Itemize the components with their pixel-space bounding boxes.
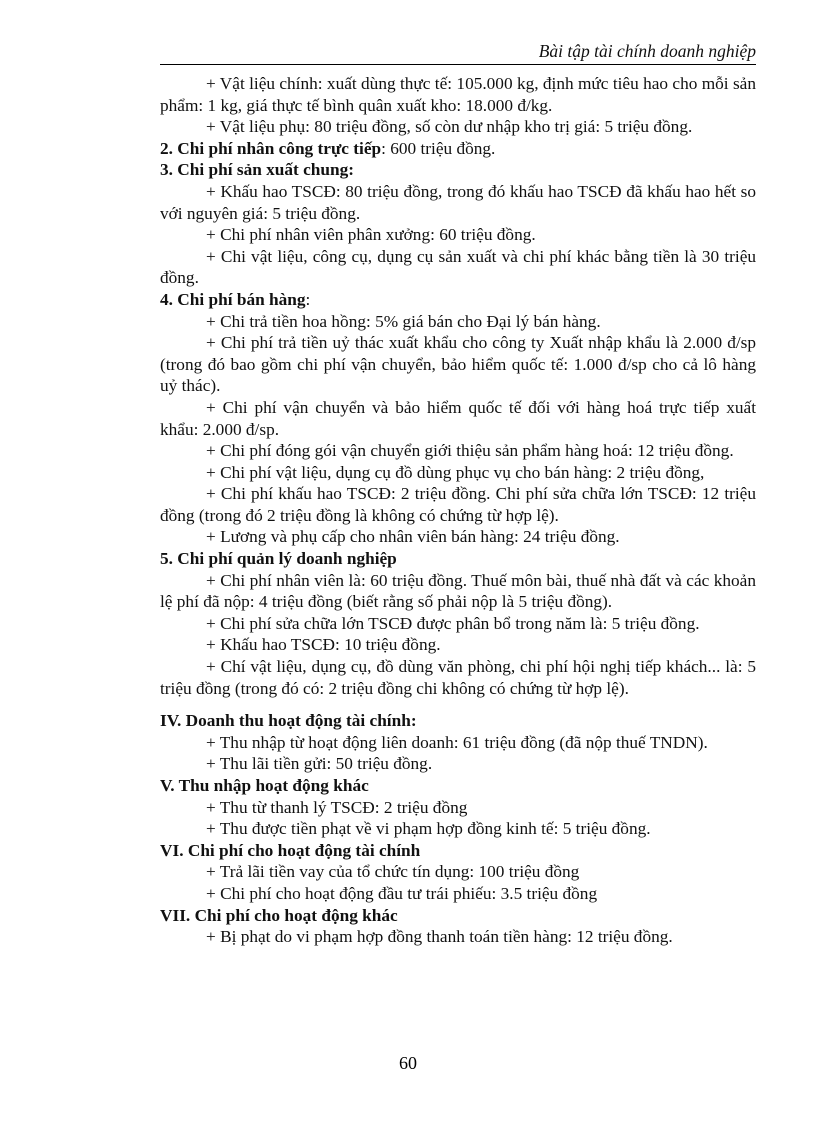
body-paragraph: + Chi trả tiền hoa hồng: 5% giá bán cho Đại lý bán hàng. <box>206 311 601 331</box>
body-paragraph: + Khấu hao TSCĐ: 10 triệu đồng. <box>206 635 441 655</box>
body-paragraph: + Chi phí cho hoạt động đầu tư trái phiếu: 3.5 triệu đồng <box>206 883 598 903</box>
section-heading-suffix: : 600 triệu đồng. <box>381 138 496 158</box>
body-paragraph: + Thu nhập từ hoạt động liên doanh: 61 triệu đồng (đã nộp thuế TNDN). <box>206 732 708 752</box>
document-page <box>160 40 756 948</box>
section-heading <box>160 138 756 160</box>
section-heading <box>160 905 756 927</box>
section-heading <box>160 775 756 797</box>
section-heading-text: VII. Chi phí cho hoạt động khác <box>160 905 398 925</box>
document-body <box>160 73 756 948</box>
body-paragraph: + Chi phí vật liệu, dụng cụ đồ dùng phục vụ cho bán hàng: 2 triệu đồng, <box>206 462 705 482</box>
body-paragraph: + Chí vật liệu, dụng cụ, đồ dùng văn phòng, chi phí hội nghị tiếp khách... là: 5 triệu đồng (trong đó có: 2 triệu đồng chi không có chứng từ hợp lệ). <box>160 657 756 698</box>
body-paragraph: + Khấu hao TSCĐ: 80 triệu đồng, trong đó khấu hao TSCĐ đã khấu hao hết so với nguyên giá: 5 triệu đồng. <box>160 181 756 223</box>
section-heading <box>160 548 756 570</box>
section-heading <box>160 840 756 862</box>
section-heading-suffix: : <box>305 289 311 309</box>
body-paragraph: + Chi phí vận chuyển và bảo hiểm quốc tế đối với hàng hoá trực tiếp xuất khẩu: 2.000 đ/sp. <box>160 397 756 439</box>
body-paragraph: + Chi phí đóng gói vận chuyển giới thiệu sản phẩm hàng hoá: 12 triệu đồng. <box>206 441 734 461</box>
body-paragraph: + Vật liệu phụ: 80 triệu đồng, số còn dư nhập kho trị giá: 5 triệu đồng. <box>206 117 693 137</box>
section-heading-text: 2. Chi phí nhân công trực tiếp <box>160 138 382 158</box>
section-heading <box>160 710 756 732</box>
body-paragraph: + Thu lãi tiền gửi: 50 triệu đồng. <box>206 754 433 774</box>
section-heading-text: VI. Chi phí cho hoạt động tài chính <box>160 840 421 860</box>
section-heading-text: V. Thu nhập hoạt động khác <box>160 776 369 795</box>
body-paragraph: + Thu được tiền phạt về vi phạm hợp đồng kinh tế: 5 triệu đồng. <box>206 819 651 839</box>
section-spacer <box>160 699 756 710</box>
section-heading <box>160 289 756 311</box>
body-paragraph: + Chi vật liệu, công cụ, dụng cụ sản xuất và chi phí khác bằng tiền là 30 triệu đồng. <box>160 246 756 288</box>
body-paragraph: + Vật liệu chính: xuất dùng thực tế: 105.000 kg, định mức tiêu hao cho mỗi sản phẩm: 1 kg, giá thực tế bình quân xuất kho: 18.000 đ/kg. <box>160 74 756 115</box>
body-paragraph: + Chi phí nhân viên là: 60 triệu đồng. Thuế môn bài, thuế nhà đất và các khoản lệ phí đã nộp: 4 triệu đồng (biết rằng số phải nộp là 5 triệu đồng). <box>160 570 756 612</box>
section-heading-text: IV. Doanh thu hoạt động tài chính: <box>160 711 417 731</box>
body-paragraph: + Trả lãi tiền vay của tổ chức tín dụng: 100 triệu đồng <box>206 862 580 882</box>
body-paragraph: + Bị phạt do vi phạm hợp đồng thanh toán tiền hàng: 12 triệu đồng. <box>206 927 673 947</box>
body-paragraph: + Chi phí trả tiền uỷ thác xuất khẩu cho công ty Xuất nhập khẩu là 2.000 đ/sp (trong đó bao gồm chi phí vận chuyển, bảo hiểm quốc tế: 1.000 đ/sp cho cả lô hàng uỷ thác). <box>160 333 756 396</box>
body-paragraph: + Chi phí khấu hao TSCĐ: 2 triệu đồng. Chi phí sửa chữa lớn TSCĐ: 12 triệu đồng (trong đó 2 triệu đồng là không có chứng từ hợp lệ). <box>160 484 756 525</box>
body-paragraph: + Lương và phụ cấp cho nhân viên bán hàng: 24 triệu đồng. <box>206 527 620 547</box>
body-paragraph: + Thu từ thanh lý TSCĐ: 2 triệu đồng <box>206 797 468 817</box>
running-header: Bài tập tài chính doanh nghiệp <box>160 40 756 65</box>
body-paragraph: + Chi phí nhân viên phân xưởng: 60 triệu đồng. <box>206 225 536 245</box>
section-heading-text: 4. Chi phí bán hàng <box>160 289 306 309</box>
section-heading-text: 5. Chi phí quản lý doanh nghiệp <box>160 549 397 569</box>
section-heading <box>160 159 756 181</box>
body-paragraph: + Chi phí sửa chữa lớn TSCĐ được phân bổ trong năm là: 5 triệu đồng. <box>206 613 700 633</box>
section-heading-text: 3. Chi phí sản xuất chung: <box>160 160 355 180</box>
page-number: 60 <box>399 1053 417 1073</box>
